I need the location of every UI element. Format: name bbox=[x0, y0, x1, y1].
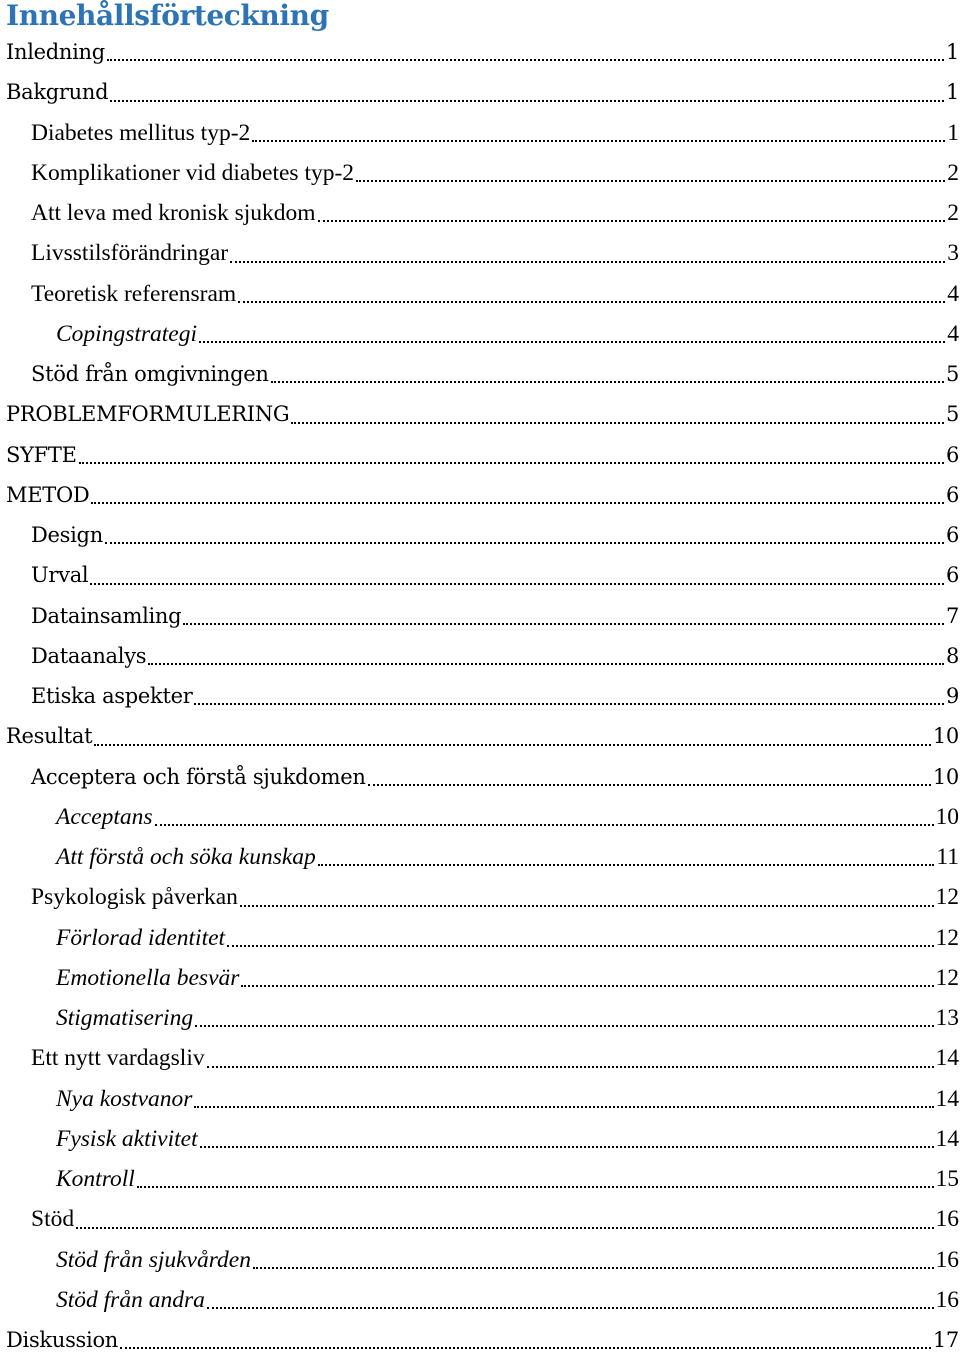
toc-dot-leader bbox=[368, 784, 931, 786]
toc-entry-label: Design bbox=[31, 515, 103, 555]
toc-entry-page-number: 6 bbox=[946, 555, 960, 595]
toc-entry-label: SYFTE bbox=[6, 435, 77, 475]
toc-entry-page-number: 6 bbox=[946, 475, 960, 515]
toc-entry-label: Att leva med kronisk sjukdom bbox=[31, 193, 316, 233]
toc-entry-page-number: 10 bbox=[933, 716, 960, 756]
toc-entry[interactable] bbox=[0, 515, 960, 555]
toc-entry-label: Acceptera och förstå sjukdomen bbox=[31, 757, 366, 797]
toc-entry-label: Diskussion bbox=[6, 1320, 118, 1360]
toc-entry[interactable] bbox=[0, 72, 960, 112]
toc-dot-leader bbox=[252, 140, 945, 142]
toc-dot-leader bbox=[199, 341, 945, 343]
toc-entry-label: Att förstå och söka kunskap bbox=[56, 837, 316, 877]
toc-entry-page-number: 17 bbox=[933, 1320, 960, 1360]
toc-entry[interactable] bbox=[0, 998, 960, 1038]
toc-entry-label: Stigmatisering bbox=[56, 998, 193, 1038]
toc-entry[interactable] bbox=[0, 1320, 960, 1360]
toc-entry-label: Resultat bbox=[6, 716, 92, 756]
toc-dot-leader bbox=[76, 1227, 933, 1229]
toc-entry-label: Psykologisk påverkan bbox=[31, 877, 238, 917]
toc-dot-leader bbox=[230, 261, 945, 263]
toc-dot-leader bbox=[194, 703, 943, 705]
toc-entry[interactable] bbox=[0, 596, 960, 636]
toc-entry-page-number: 16 bbox=[936, 1280, 960, 1320]
toc-entry-label: Diabetes mellitus typ-2 bbox=[31, 113, 250, 153]
toc-entry-page-number: 12 bbox=[936, 877, 960, 917]
toc-dot-leader bbox=[107, 59, 944, 61]
toc-dot-leader bbox=[207, 1307, 934, 1309]
toc-entry-label: Copingstrategi bbox=[56, 314, 197, 354]
toc-entry-label: Bakgrund bbox=[6, 72, 108, 112]
toc-entry[interactable] bbox=[0, 958, 960, 998]
toc-entry-label: Stöd från omgivningen bbox=[31, 354, 269, 394]
toc-entry[interactable] bbox=[0, 394, 960, 434]
toc-entry[interactable] bbox=[0, 314, 960, 354]
toc-entry-label: Stöd från andra bbox=[56, 1280, 205, 1320]
toc-dot-leader bbox=[137, 1186, 934, 1188]
toc-dot-leader bbox=[183, 623, 944, 625]
toc-dot-leader bbox=[90, 583, 944, 585]
toc-entry-page-number: 12 bbox=[936, 958, 960, 998]
toc-entry-page-number: 15 bbox=[936, 1159, 960, 1199]
toc-dot-leader bbox=[207, 1066, 934, 1068]
toc-entry-page-number: 6 bbox=[946, 435, 960, 475]
toc-entry-label: Urval bbox=[31, 555, 88, 595]
toc-entry-page-number: 13 bbox=[936, 998, 960, 1038]
toc-dot-leader bbox=[194, 1106, 933, 1108]
toc-entry-page-number: 3 bbox=[947, 233, 960, 273]
toc-dot-leader bbox=[91, 502, 944, 504]
toc-entry[interactable] bbox=[0, 193, 960, 233]
toc-dot-leader bbox=[155, 824, 934, 826]
toc-entry-page-number: 16 bbox=[936, 1240, 960, 1280]
toc-entry-page-number: 5 bbox=[946, 394, 960, 434]
toc-entry-label: Livsstilsförändringar bbox=[31, 233, 228, 273]
toc-entry[interactable] bbox=[0, 877, 960, 917]
toc-entry-page-number: 1 bbox=[947, 113, 960, 153]
toc-dot-leader bbox=[241, 985, 933, 987]
toc-entry[interactable] bbox=[0, 1240, 960, 1280]
toc-entry[interactable] bbox=[0, 837, 960, 877]
toc-entry-page-number: 2 bbox=[947, 193, 960, 233]
toc-entry-label: Teoretisk referensram bbox=[31, 274, 236, 314]
toc-entry[interactable] bbox=[0, 475, 960, 515]
toc-entry-page-number: 6 bbox=[946, 515, 960, 555]
toc-dot-leader bbox=[94, 744, 931, 746]
toc-entry-label: PROBLEMFORMULERING bbox=[6, 394, 289, 434]
toc-dot-leader bbox=[238, 301, 945, 303]
toc-dot-leader bbox=[291, 422, 944, 424]
toc-entry[interactable] bbox=[0, 1280, 960, 1320]
toc-entry-page-number: 10 bbox=[936, 797, 960, 837]
toc-dot-leader bbox=[105, 542, 944, 544]
toc-entry-label: Datainsamling bbox=[31, 596, 181, 636]
toc-entry-page-number: 14 bbox=[936, 1038, 960, 1078]
toc-entry-page-number: 7 bbox=[946, 596, 960, 636]
toc-entry-page-number: 8 bbox=[946, 636, 960, 676]
toc-entry-label: Acceptans bbox=[56, 797, 153, 837]
toc-entry[interactable] bbox=[0, 354, 960, 394]
toc-entry-label: Nya kostvanor bbox=[56, 1079, 192, 1119]
toc-dot-leader bbox=[240, 905, 934, 907]
toc-entry-page-number: 4 bbox=[947, 314, 960, 354]
toc-entry[interactable] bbox=[0, 1038, 960, 1078]
toc-entry[interactable] bbox=[0, 1119, 960, 1159]
toc-entry[interactable] bbox=[0, 757, 960, 797]
toc-dot-leader bbox=[200, 1146, 934, 1148]
toc-dot-leader bbox=[356, 180, 945, 182]
toc-entry[interactable] bbox=[0, 918, 960, 958]
toc-entry-page-number: 12 bbox=[936, 918, 960, 958]
toc-entry-label: Stöd från sjukvården bbox=[56, 1240, 251, 1280]
toc-entry-label: Fysisk aktivitet bbox=[56, 1119, 198, 1159]
toc-entry[interactable] bbox=[0, 153, 960, 193]
toc-dot-leader bbox=[227, 945, 933, 947]
toc-entry[interactable] bbox=[0, 1199, 960, 1239]
toc-entry[interactable] bbox=[0, 1159, 960, 1199]
toc-title: Innehållsförteckning bbox=[6, 0, 329, 32]
toc-entry-page-number: 14 bbox=[936, 1119, 960, 1159]
toc-dot-leader bbox=[253, 1267, 934, 1269]
toc-entry-page-number: 11 bbox=[936, 837, 960, 877]
toc-entry[interactable] bbox=[0, 555, 960, 595]
toc-entry-page-number: 9 bbox=[946, 676, 960, 716]
toc-entry-page-number: 4 bbox=[947, 274, 960, 314]
toc-entry-page-number: 1 bbox=[946, 32, 960, 72]
toc-entry-page-number: 5 bbox=[946, 354, 960, 394]
toc-dot-leader bbox=[318, 220, 946, 222]
toc-dot-leader bbox=[110, 100, 944, 102]
toc-entry-page-number: 10 bbox=[933, 757, 960, 797]
toc-entry-label: Stöd bbox=[31, 1199, 74, 1239]
toc-entry[interactable] bbox=[0, 32, 960, 72]
toc-entry[interactable] bbox=[0, 676, 960, 716]
toc-entry-page-number: 1 bbox=[946, 72, 960, 112]
toc-entry-label: Kontroll bbox=[56, 1159, 135, 1199]
toc-dot-leader bbox=[195, 1025, 933, 1027]
toc-entry[interactable] bbox=[0, 636, 960, 676]
toc-entry[interactable] bbox=[0, 797, 960, 837]
toc-dot-leader bbox=[79, 462, 944, 464]
toc-entry[interactable] bbox=[0, 113, 960, 153]
toc-entry-label: Etiska aspekter bbox=[31, 676, 192, 716]
toc-entry-label: Dataanalys bbox=[31, 636, 146, 676]
toc-entry[interactable] bbox=[0, 1079, 960, 1119]
toc-entry-page-number: 16 bbox=[936, 1199, 960, 1239]
toc-entry[interactable] bbox=[0, 716, 960, 756]
toc-entry-label: METOD bbox=[6, 475, 89, 515]
toc-entry-page-number: 2 bbox=[947, 153, 960, 193]
toc-entry[interactable] bbox=[0, 274, 960, 314]
toc-entry-label: Ett nytt vardagsliv bbox=[31, 1038, 205, 1078]
toc-dot-leader bbox=[318, 864, 935, 866]
toc-dot-leader bbox=[148, 663, 944, 665]
toc-entry-page-number: 14 bbox=[936, 1079, 960, 1119]
toc-entry-label: Inledning bbox=[6, 32, 105, 72]
toc-list bbox=[0, 32, 960, 1360]
toc-entry[interactable] bbox=[0, 435, 960, 475]
toc-dot-leader bbox=[271, 381, 944, 383]
toc-entry[interactable] bbox=[0, 233, 960, 273]
toc-entry-label: Förlorad identitet bbox=[56, 918, 225, 958]
toc-entry-label: Komplikationer vid diabetes typ-2 bbox=[31, 153, 354, 193]
toc-entry-label: Emotionella besvär bbox=[56, 958, 239, 998]
